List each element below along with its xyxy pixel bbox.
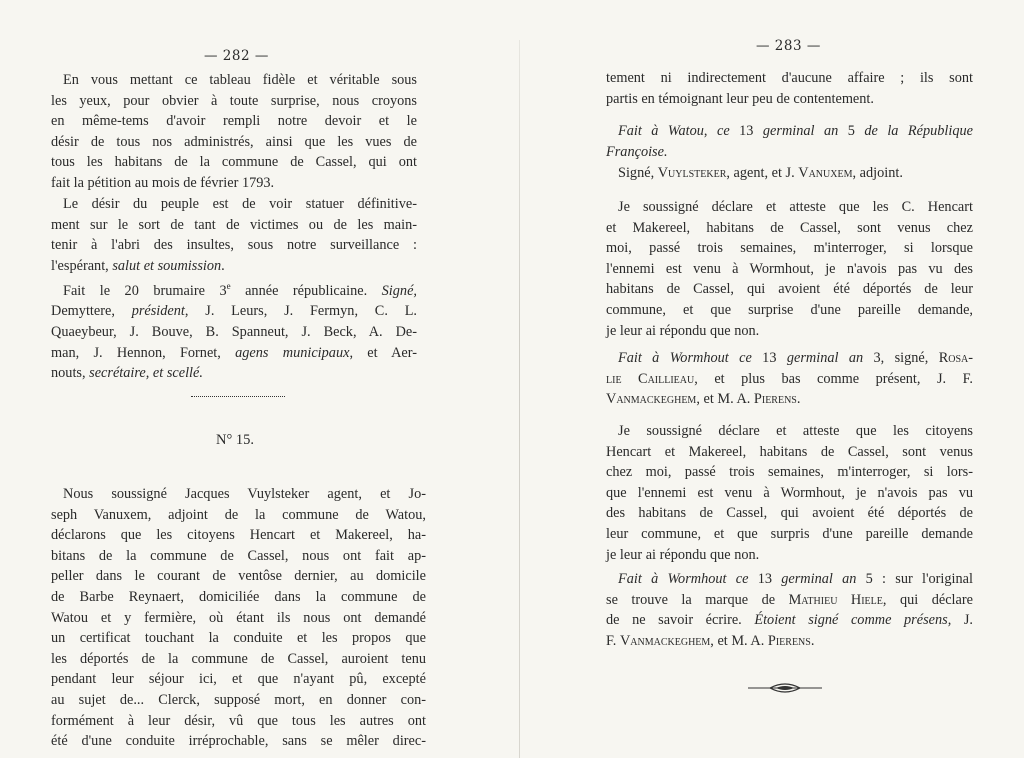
paragraph-attestation-1 <box>606 197 973 341</box>
text-line: Fait à Wormhout ce 13 germinal an 5 : sur l'original <box>618 571 973 587</box>
text-line: Vanmackeghem, et M. A. Pierens. <box>606 391 801 408</box>
text-line: au sujet de... Clerck, supposé mort, en donner con- <box>51 691 426 708</box>
text-line: habitans de Cassel, qui avoient été déportés de leur <box>606 281 973 298</box>
paragraph-signatures <box>51 276 417 384</box>
paragraph-declaration-watou <box>51 484 426 752</box>
paragraph-tableau <box>51 70 417 194</box>
text-line: F. Vanmackeghem, et M. A. Pierens. <box>606 632 815 649</box>
text-line: partis en témoignant leur peu de contentement. <box>606 90 874 107</box>
text-line: se trouve la marque de Mathieu Hiele, qui déclare <box>606 591 973 608</box>
text-line: Watou et y fermière, où étant ils nous ont demandé <box>51 609 426 626</box>
text-line: Fait le 20 brumaire 3e année républicaine. Signé, <box>63 281 417 299</box>
text-line: fait la pétition au mois de février 1793. <box>51 174 275 191</box>
text-line: l'espérant, salut et soumission. <box>51 257 225 274</box>
text-line: tous les habitans de la commune de Cassel, qui ont <box>51 154 417 171</box>
text-line: un certificat touchant la conduite et les propos que <box>51 630 426 647</box>
text-line: leur commune, et que surpris d'une pareille demande <box>606 525 973 542</box>
text-line: désir de tous nos administrés, ainsi que les vues de <box>51 133 417 150</box>
text-line: l'ennemi est venu à Wormhout, je n'avois pas vu des <box>606 260 973 277</box>
paragraph-fait-wormhout-1 <box>606 348 973 410</box>
paragraph-desir <box>51 194 417 276</box>
text-line: lie Caillieau, et plus bas comme présent, J. F. <box>606 370 974 387</box>
text-line: moi, passé trois semaines, m'interroger, si lorsque <box>606 240 973 257</box>
text-line: les yeux, pour obvier à toute surprise, nous croyons <box>51 92 417 109</box>
text-line: formément à leur désir, vû que tous les autres ont <box>51 712 426 729</box>
text-line: des habitans de Cassel, qui avoient été déportés de <box>606 505 973 522</box>
text-line: nouts, secrétaire, et scellé. <box>51 365 203 382</box>
text-line: Demyttere, président, J. Leurs, J. Fermyn, C. L. <box>51 303 418 320</box>
text-line: en même-tems d'avoir rempli notre devoir et le <box>51 113 417 130</box>
text-line: seph Vanuxem, adjoint de la commune de Watou, <box>51 506 426 523</box>
text-line: de Barbe Reynaert, domiciliée dans la commune de <box>51 588 426 605</box>
ornament-fleuron <box>748 682 822 694</box>
text-line: Fait à Watou, ce 13 germinal an 5 de la République <box>618 123 974 139</box>
text-line: Françoise. <box>606 143 668 160</box>
text-line: bitans de la commune de Cassel, nous ont fait ap- <box>51 547 426 564</box>
text-line: Quaeybeur, J. Bouve, B. Spanneut, J. Beck, A. De- <box>51 323 417 340</box>
text-line: Je soussigné déclare et atteste que les C. Hencart <box>618 199 973 215</box>
paragraph-signe-watou <box>606 163 973 184</box>
text-line: les déportés de la commune de Cassel, auroient tenu <box>51 650 426 667</box>
text-line: déclarons que les citoyens Hencart et Makereel, ha- <box>51 527 426 544</box>
text-line: Signé, Vuylsteker, agent, et J. Vanuxem, adjoint. <box>618 165 903 181</box>
text-line: Je soussigné déclare et atteste que les citoyens <box>618 423 973 439</box>
text-line: que l'ennemi est venu à Wormhout, je n'avois pas vu <box>606 484 973 501</box>
text-line: et Makereel, habitans de Cassel, sont venus chez <box>606 219 973 236</box>
page-number-right: — 283 — <box>756 38 821 54</box>
text-line: Fait à Wormhout ce 13 germinal an 3, signé, Rosa- <box>618 350 974 366</box>
text-line: man, J. Hennon, Fornet, agens municipaux, et Aer- <box>51 344 417 361</box>
text-line: Le désir du peuple est de voir statuer définitive- <box>63 196 417 212</box>
text-line: Nous soussigné Jacques Vuylsteker agent, et Jo- <box>63 486 426 502</box>
text-line: de ne savoir écrire. Étoient signé comme présens, J. <box>606 612 973 629</box>
text-line: tement ni indirectement d'aucune affaire ; ils sont <box>606 70 973 86</box>
text-line: peller dans le courant de ventôse dernier, au domicile <box>51 568 426 585</box>
text-line: ment sur le sort de tant de victimes ou de les main- <box>51 216 417 233</box>
paragraph-fait-watou <box>606 121 973 162</box>
paragraph-attestation-2 <box>606 421 973 565</box>
text-line: été d'une conduite irréprochable, sans se mêler direc- <box>51 733 426 750</box>
text-line: tenir à l'abri des insultes, sous notre surveillance : <box>51 237 417 254</box>
paragraph-fait-wormhout-2 <box>606 569 973 651</box>
dotted-separator <box>191 396 285 397</box>
text-line: En vous mettant ce tableau fidèle et véritable sous <box>63 72 417 88</box>
page-number-left: — 282 — <box>204 48 269 64</box>
text-line: je leur ai répondu que non. <box>606 546 760 563</box>
paragraph-continuation <box>606 68 973 109</box>
right-page <box>512 0 1024 758</box>
text-line: chez moi, passé trois semaines, m'interroger, si lors- <box>606 464 973 481</box>
text-line: Hencart et Makereel, habitans de Cassel, sont venus <box>606 443 973 460</box>
text-line: je leur ai répondu que non. <box>606 322 760 339</box>
section-number: N° 15. <box>216 432 255 448</box>
text-line: pendant leur séjour ici, et que n'ayant pû, excepté <box>51 671 426 688</box>
text-line: commune, et que surprise d'une pareille demande, <box>606 301 973 318</box>
